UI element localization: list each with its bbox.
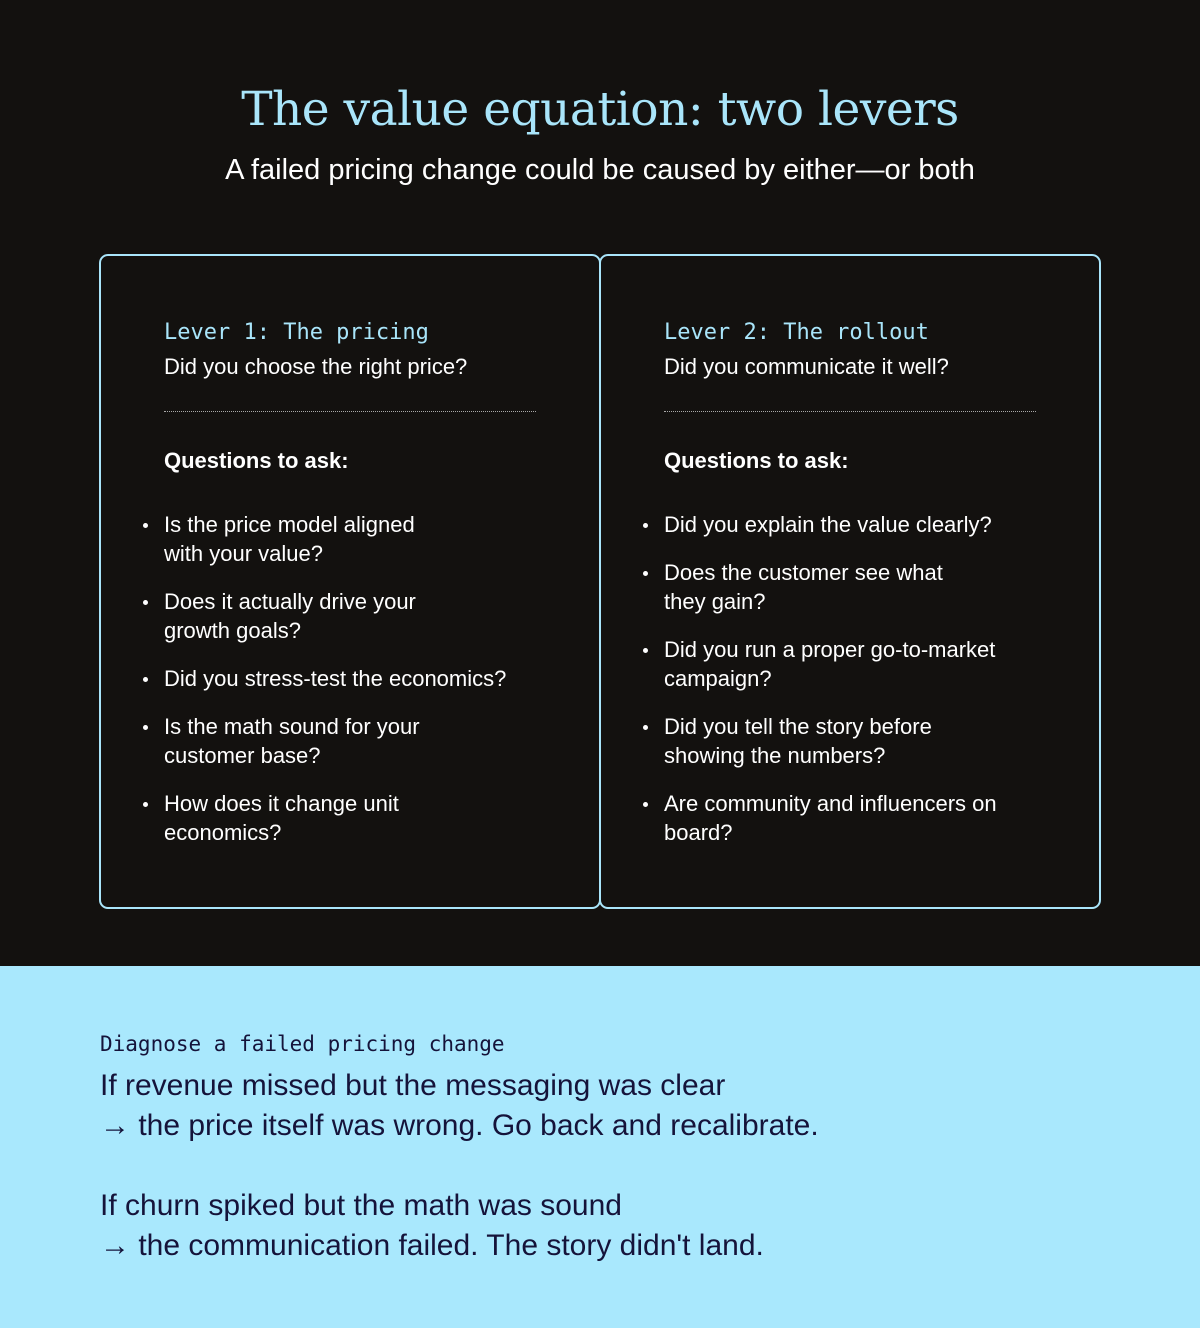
lever-title: Lever 1: The pricing xyxy=(164,320,429,345)
list-item: Is the math sound for your customer base? xyxy=(164,712,454,770)
levers-panels xyxy=(99,254,1101,909)
diagnose-conclusion: → the communication failed. The story didn't land. xyxy=(100,1229,764,1262)
questions-list xyxy=(164,510,544,866)
diagnose-condition: If churn spiked but the math was sound xyxy=(100,1189,622,1222)
diagnose-case xyxy=(100,1186,764,1266)
list-item: Did you run a proper go-to-market campaign? xyxy=(664,635,1039,693)
questions-heading: Questions to ask: xyxy=(164,448,349,473)
list-item: Is the price model aligned with your value? xyxy=(164,510,454,568)
page-title: The value equation: two levers xyxy=(241,82,959,137)
lever-card-pricing xyxy=(99,254,601,909)
diagnose-condition: If revenue missed but the messaging was clear xyxy=(100,1069,726,1102)
questions-list xyxy=(664,510,1044,866)
list-item: Did you tell the story before showing the numbers? xyxy=(664,712,974,770)
list-item: How does it change unit economics? xyxy=(164,789,454,847)
lever-question: Did you choose the right price? xyxy=(164,354,468,379)
diagnose-case xyxy=(100,1066,819,1146)
list-item: Are community and influencers on board? xyxy=(664,789,1004,847)
divider xyxy=(164,411,536,412)
questions-heading: Questions to ask: xyxy=(664,448,849,473)
lever-card-rollout xyxy=(599,254,1101,909)
diagnose-section xyxy=(0,966,1200,1328)
list-item: Does it actually drive your growth goals? xyxy=(164,587,454,645)
lever-question: Did you communicate it well? xyxy=(664,354,949,379)
diagnose-label: Diagnose a failed pricing change xyxy=(100,1032,505,1056)
list-item: Did you explain the value clearly? xyxy=(664,510,1044,539)
lever-title: Lever 2: The rollout xyxy=(664,320,929,345)
list-item: Does the customer see what they gain? xyxy=(664,558,974,616)
diagnose-conclusion: → the price itself was wrong. Go back and recalibrate. xyxy=(100,1109,819,1142)
page-subtitle: A failed pricing change could be caused by either—or both xyxy=(225,154,975,186)
divider xyxy=(664,411,1036,412)
list-item: Did you stress-test the economics? xyxy=(164,664,544,693)
